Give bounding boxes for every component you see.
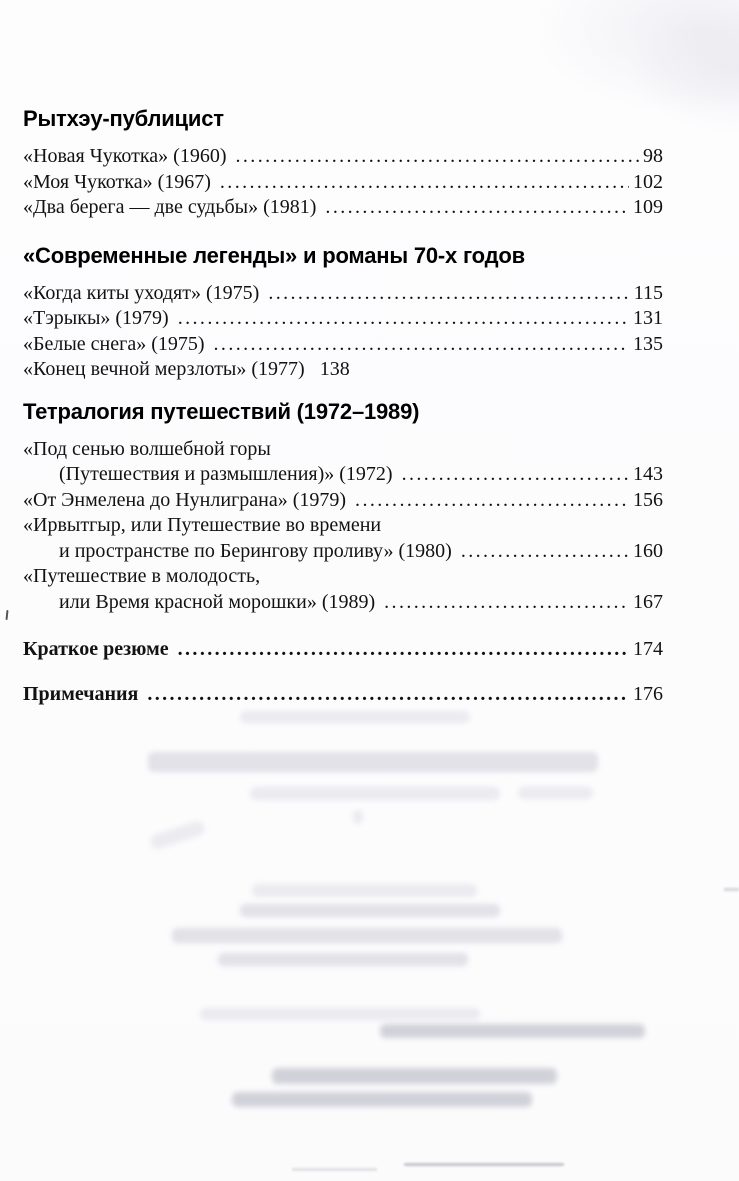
toc-entry-title: «Ирвытгыр, или Путешествие во времени [23,514,382,536]
toc-entry [23,195,663,221]
bleed-through-artifact [353,810,363,824]
scan-bottom-artifact [404,1163,564,1166]
bleed-through-artifact [380,1024,645,1038]
toc-entry [23,488,663,514]
toc-entry [23,332,663,358]
toc-entry-line2 [23,539,663,565]
toc-entry-notes [23,682,663,708]
toc-entry-title: «Новая Чукотка» (1960) [23,145,227,167]
bleed-through-artifact [240,904,500,917]
bleed-through-artifact [272,1068,557,1084]
toc-entry [23,306,663,332]
toc-entry-line2 [23,462,663,488]
toc-entry-title: «Белые снега» (1975) [23,332,205,355]
table-of-contents [23,106,663,707]
dot-leader [402,462,629,488]
scan-bottom-artifact [292,1168,377,1171]
toc-entry-title: Примечания [23,682,139,705]
toc-entry-page: 98 [643,145,663,167]
toc-entry-title-continuation: (Путешествия и размышления)» (1972) [59,463,393,485]
dot-leader [220,170,629,196]
toc-entry-title: «Тэрыкы» (1979) [23,307,169,329]
toc-entry-page: 160 [633,539,663,562]
toc-entry-title: «Путешествие в молодость, [23,565,261,587]
toc-entry-line1 [23,564,663,590]
bleed-through-artifact [148,752,598,772]
toc-entry-page: 135 [633,332,663,355]
bleed-through-artifact [218,953,468,966]
toc-entry-title-continuation: и пространстве по Берингову проливу» (1980) [59,539,452,562]
toc-section-tetralogy [23,399,663,616]
toc-entry-page: 109 [633,196,663,218]
toc-entry-page: 143 [633,463,663,485]
bleed-through-artifact [172,928,562,943]
dot-leader [214,332,629,358]
toc-entry-page: 174 [633,638,663,660]
dot-leader [178,306,629,332]
bleed-through-artifact [232,1092,532,1107]
section-heading: Тетралогия путешествий (1972–1989) [23,398,420,424]
toc-entry-title: «Под сенью волшебной горы [23,437,271,460]
toc-entry-page: 167 [633,590,663,613]
toc-entry-title: «От Энмелена до Нунлиграна» (1979) [23,488,347,511]
bleed-through-artifact [240,711,470,723]
toc-entry-page: 156 [633,488,663,511]
toc-entry-page: 102 [633,170,663,193]
toc-entry-line2 [23,590,663,616]
toc-entry-no-leader [23,357,663,383]
dot-leader [384,590,629,616]
dot-leader [236,144,640,170]
dot-leader [178,637,629,663]
dot-leader [147,682,629,708]
toc-entry-title: «Моя Чукотка» (1967) [23,170,211,193]
toc-entry-page: 115 [633,281,663,304]
bleed-through-artifact [518,787,593,799]
toc-entry [23,170,663,196]
toc-entry-title: «Когда киты уходят» (1975) [23,281,260,304]
dot-leader [355,488,629,514]
toc-entry [23,281,663,307]
toc-entry-line1 [23,513,663,539]
bleed-through-artifact [252,884,477,897]
toc-entry-page: 138 [319,358,350,380]
toc-entry-summary [23,637,663,663]
toc-section-legends [23,243,663,383]
bleed-through-artifact [200,1008,480,1020]
toc-entry [23,144,663,170]
toc-entry-page: 131 [633,307,663,329]
toc-entry-title: «Конец вечной мерзлоты» (1977) [23,358,305,380]
toc-entry-title: Краткое резюме [23,638,169,660]
toc-entry-line1 [23,437,663,463]
dot-leader [268,281,629,307]
toc-entry-title: «Два берега — две судьбы» (1981) [23,196,317,218]
scan-edge-mark [724,888,739,891]
bleed-through-artifact [149,820,206,850]
section-heading: «Современные легенды» и романы 70-х годов [23,242,525,268]
scan-edge-mark [5,610,8,620]
bleed-through-artifact [250,787,500,800]
toc-section-publicist [23,106,663,221]
toc-entry-page: 176 [633,682,663,705]
toc-entry-title-continuation: или Время красной морошки» (1989) [59,590,376,613]
section-heading: Рытхэу-публицист [23,106,224,131]
dot-leader [325,195,629,221]
dot-leader [461,539,629,565]
